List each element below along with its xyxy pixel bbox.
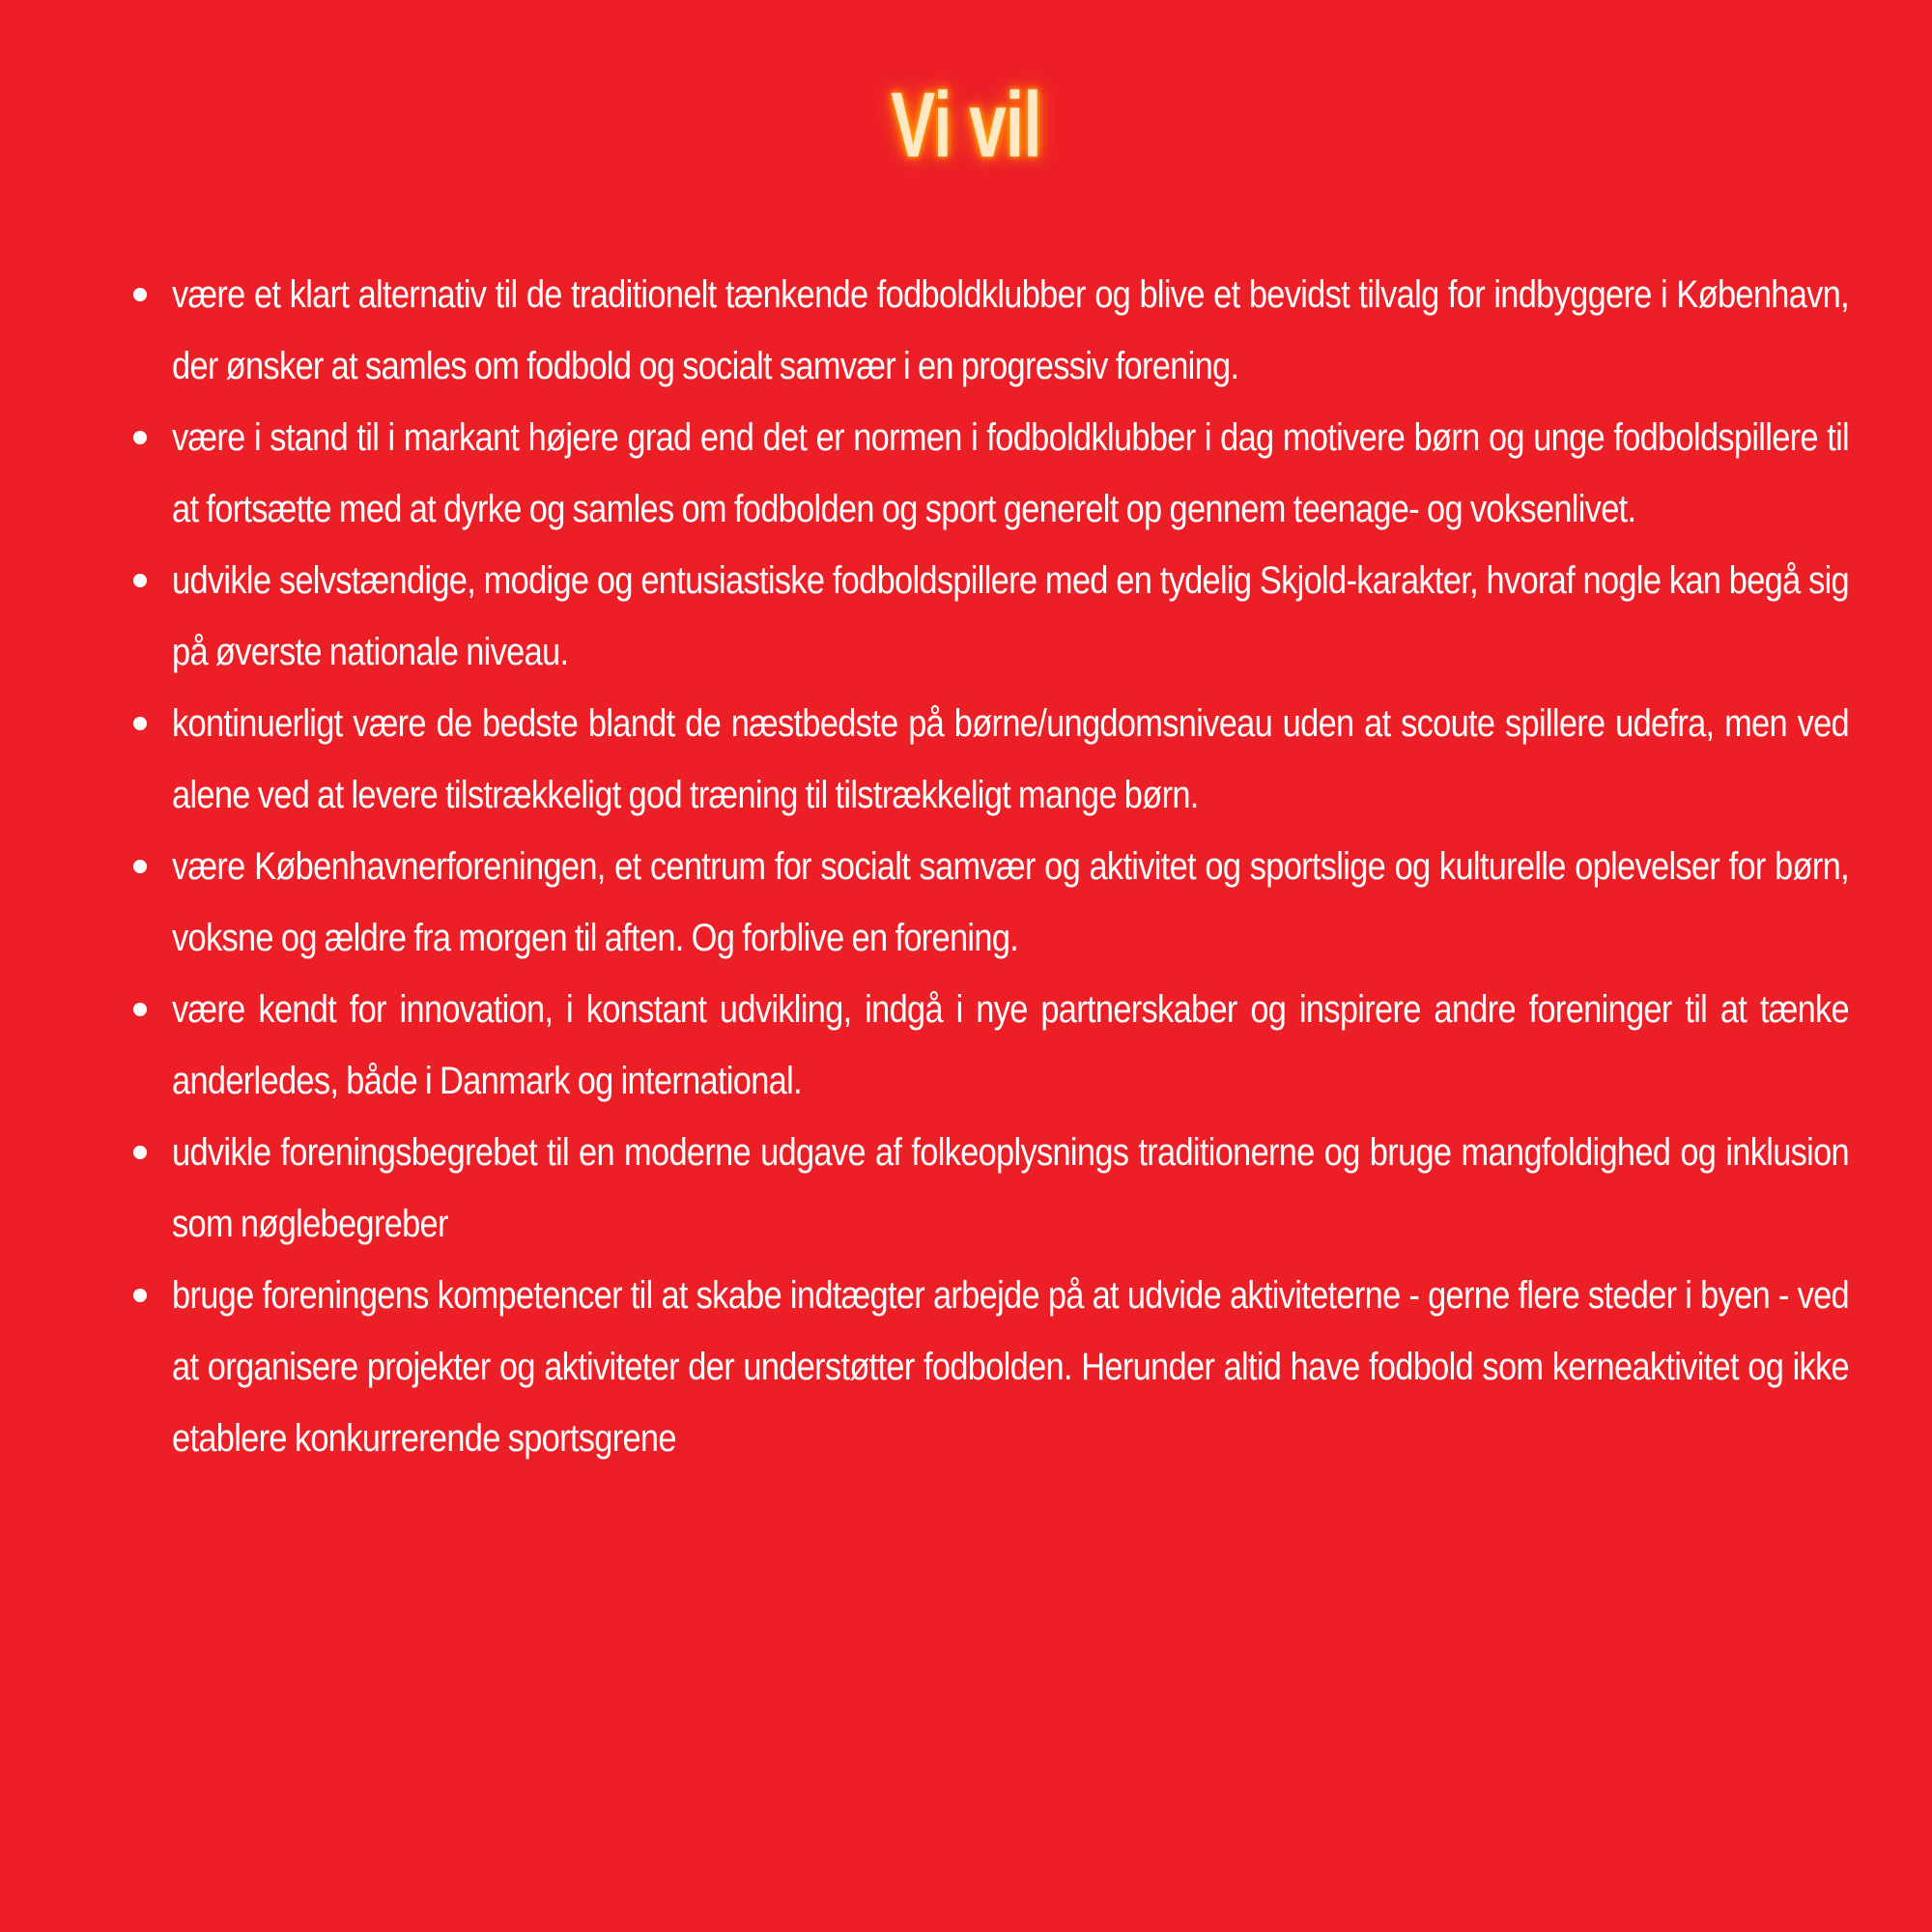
list-item-text: være et klart alternativ til de traditionelt tænkende fodboldklubber og blive et bevidst tilvalg for indbyggere i København, der ønsker at samles om fodbold og socialt samvær i en progressiv forening. — [172, 273, 1850, 387]
page-title: Vi vil — [891, 73, 1041, 177]
bullet-icon — [133, 717, 147, 730]
list-item — [124, 831, 1849, 974]
list-item — [124, 402, 1849, 545]
bullet-icon — [133, 288, 147, 301]
list-item — [124, 259, 1849, 402]
bullet-icon — [133, 1003, 147, 1016]
goals-list — [124, 259, 1849, 1474]
bullet-icon — [133, 1289, 147, 1302]
bullet-icon — [133, 1146, 147, 1159]
list-item-text: kontinuerligt være de bedste blandt de næstbedste på børne/ungdomsniveau uden at scoute spillere udefra, men ved alene ved at levere tilstrækkeligt god træning til tilstrækkeligt mange børn. — [172, 702, 1850, 816]
list-item — [124, 1260, 1849, 1474]
list-item-text: være i stand til i markant højere grad end det er normen i fodboldklubber i dag motivere børn og unge fodboldspillere til at fortsætte med at dyrke og samles om fodbolden og sport generelt op gennem teenage- og voksenlivet. — [172, 416, 1850, 530]
list-item — [124, 688, 1849, 831]
bullet-icon — [133, 431, 147, 444]
bullet-icon — [133, 860, 147, 873]
list-item-text: bruge foreningens kompetencer til at skabe indtægter arbejde på at udvide aktiviteterne - gerne flere steder i byen - ved at organisere projekter og aktiviteter der understøtter fodbolden. Herunder altid have fodbold som kerneaktivitet og ikke etablere konkurrerende sportsgrene — [172, 1274, 1850, 1460]
list-item — [124, 974, 1849, 1117]
list-item — [124, 545, 1849, 688]
list-item-text: udvikle selvstændige, modige og entusiastiske fodboldspillere med en tydelig Skjold-karakter, hvoraf nogle kan begå sig på øverste nationale niveau. — [172, 559, 1850, 673]
list-item-text: udvikle foreningsbegrebet til en moderne udgave af folkeoplysnings traditionerne og bruge mangfoldighed og inklusion som nøglebegreber — [172, 1131, 1850, 1245]
list-item-text: være Københavnerforeningen, et centrum for socialt samvær og aktivitet og sportslige og kulturelle oplevelser for børn, voksne og ældre fra morgen til aften. Og forblive en forening. — [172, 845, 1850, 959]
list-item-text: være kendt for innovation, i konstant udvikling, indgå i nye partnerskaber og inspirere andre foreninger til at tænke anderledes, både i Danmark og international. — [172, 988, 1850, 1102]
bullet-icon — [133, 574, 147, 587]
list-item — [124, 1117, 1849, 1260]
